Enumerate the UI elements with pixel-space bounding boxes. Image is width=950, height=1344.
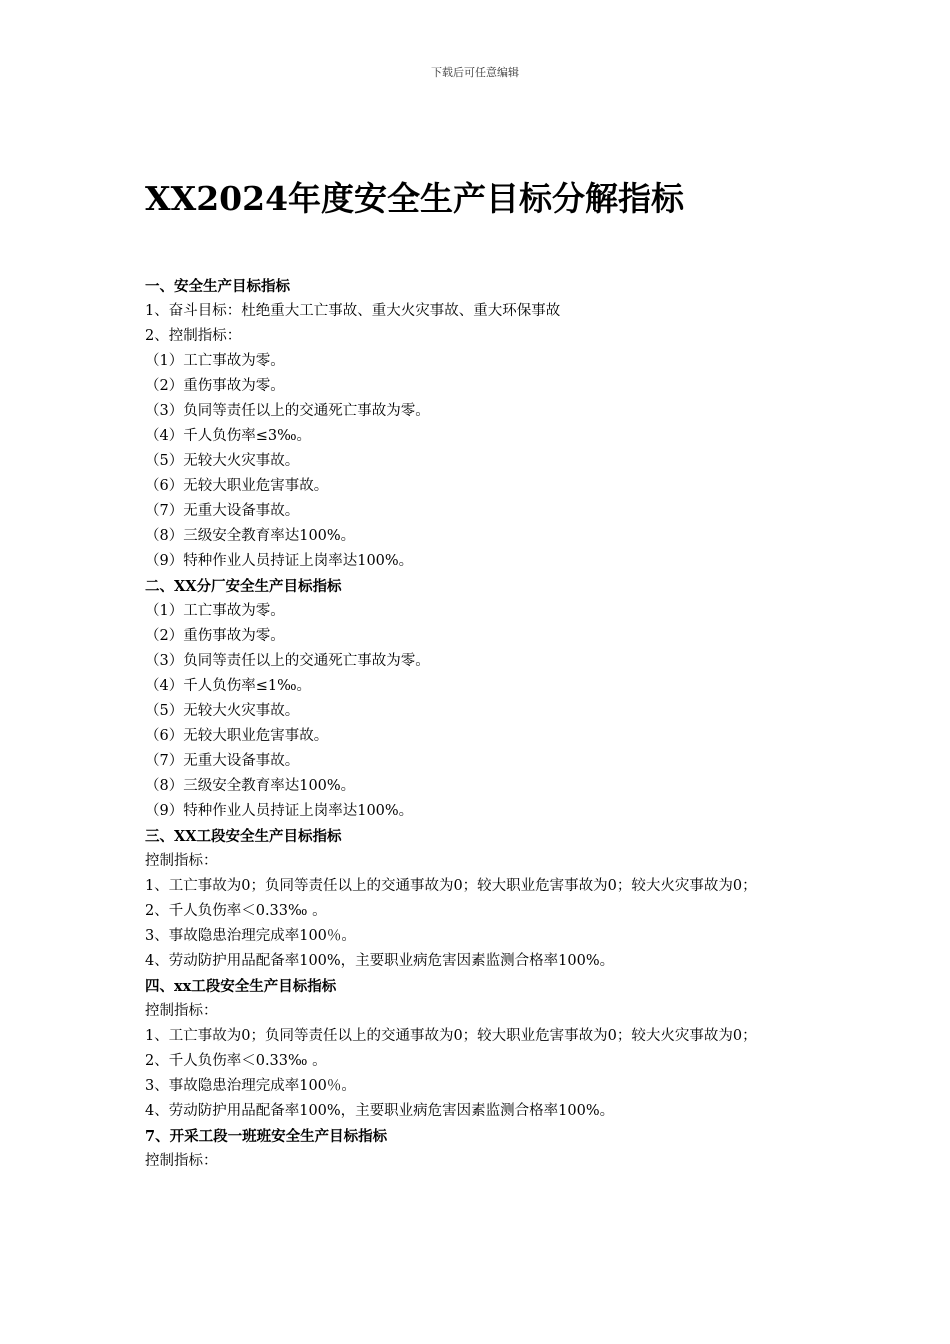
list-item: （5）无较大火灾事故。	[145, 703, 300, 719]
paragraph-line: 控制指标：	[145, 1003, 218, 1019]
list-item: （9）特种作业人员持证上岗率达100%。	[145, 803, 414, 819]
list-item: （7）无重大设备事故。	[145, 503, 300, 519]
list-item: （4）千人负伤率≤3‰。	[145, 428, 312, 444]
list-item: （9）特种作业人员持证上岗率达100%。	[145, 553, 414, 569]
list-item: （6）无较大职业危害事故。	[145, 478, 329, 494]
list-item: （3）负同等责任以上的交通死亡事故为零。	[145, 653, 430, 669]
paragraph-line: 控制指标：	[145, 1153, 218, 1169]
list-item: （2）重伤事故为零。	[145, 378, 285, 394]
list-item: （1）工亡事故为零。	[145, 603, 285, 619]
section-heading: 二、XX分厂安全生产目标指标	[145, 578, 342, 595]
paragraph-line: 2、控制指标：	[145, 328, 242, 344]
document-body	[145, 274, 810, 1174]
section-heading: 7、开采工段一班班安全生产目标指标	[145, 1128, 388, 1145]
paragraph-line: 3、事故隐患治理完成率100％。	[145, 1078, 356, 1094]
list-item: （1）工亡事故为零。	[145, 353, 285, 369]
list-item: （2）重伤事故为零。	[145, 628, 285, 644]
paragraph-line: 4、劳动防护用品配备率100%，主要职业病危害因素监测合格率100%。	[145, 953, 615, 969]
paragraph-line: 1、奋斗目标：杜绝重大工亡事故、重大火灾事故、重大环保事故	[145, 303, 561, 319]
list-item: （3）负同等责任以上的交通死亡事故为零。	[145, 403, 430, 419]
list-item: （7）无重大设备事故。	[145, 753, 300, 769]
paragraph-line: 3、事故隐患治理完成率100％。	[145, 928, 356, 944]
paragraph-line: 2、千人负伤率＜0.33‰ 。	[145, 903, 327, 919]
paragraph-line: 1、工亡事故为0；负同等责任以上的交通事故为0；较大职业危害事故为0；较大火灾事故为0；	[145, 878, 757, 894]
list-item: （6）无较大职业危害事故。	[145, 728, 329, 744]
list-item: （8）三级安全教育率达100%。	[145, 778, 356, 794]
paragraph-line: 控制指标：	[145, 853, 218, 869]
paragraph-line: 1、工亡事故为0；负同等责任以上的交通事故为0；较大职业危害事故为0；较大火灾事故为0；	[145, 1028, 757, 1044]
section-heading: 一、安全生产目标指标	[145, 278, 290, 295]
list-item: （4）千人负伤率≤1‰。	[145, 678, 312, 694]
paragraph-line: 2、千人负伤率＜0.33‰ 。	[145, 1053, 327, 1069]
page-header-note: 下载后可任意编辑	[431, 66, 519, 79]
section-heading: 四、xx工段安全生产目标指标	[145, 978, 337, 995]
list-item: （8）三级安全教育率达100%。	[145, 528, 356, 544]
section-heading: 三、XX工段安全生产目标指标	[145, 828, 342, 845]
list-item: （5）无较大火灾事故。	[145, 453, 300, 469]
document-title: XX2024年度安全生产目标分解指标	[145, 179, 685, 218]
paragraph-line: 4、劳动防护用品配备率100%，主要职业病危害因素监测合格率100%。	[145, 1103, 615, 1119]
